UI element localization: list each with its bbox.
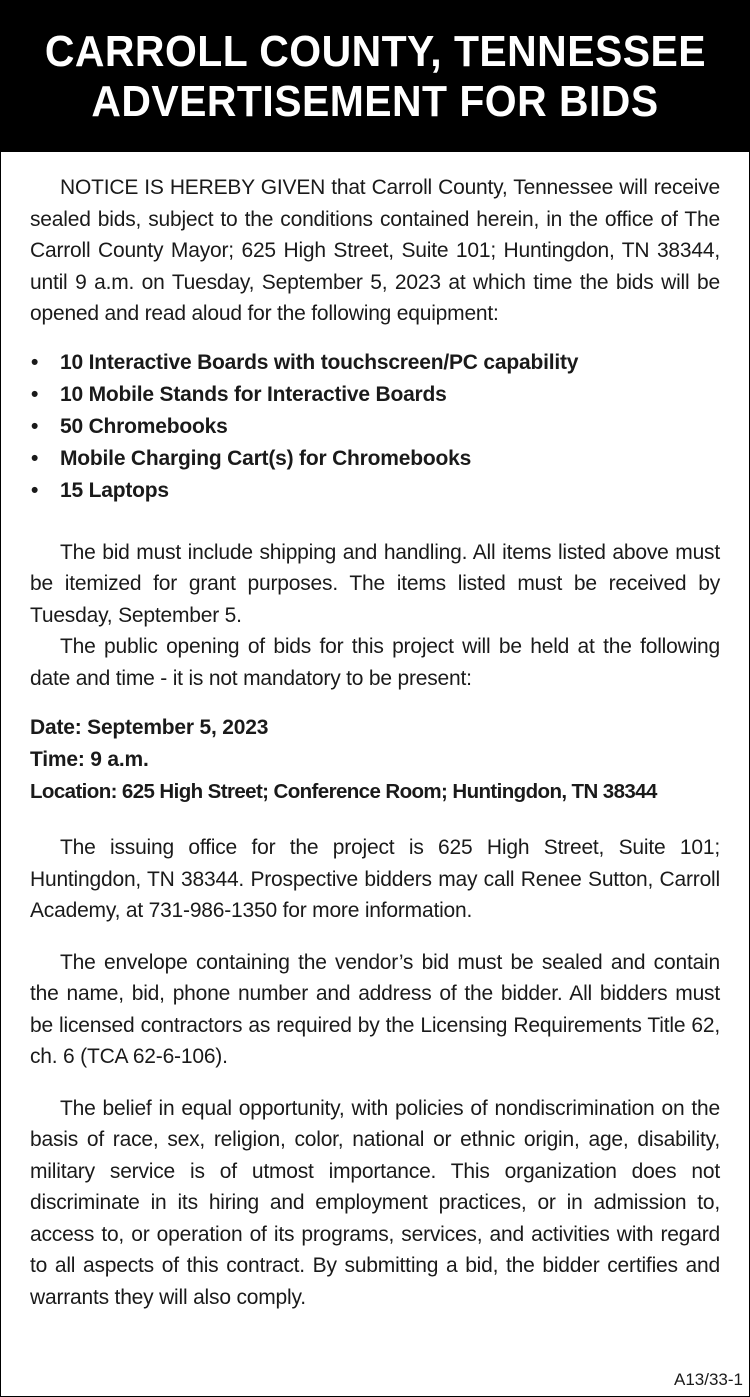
list-item-label: 50 Chromebooks (60, 414, 228, 438)
list-item-label: 10 Interactive Boards with touchscreen/PC capability (60, 350, 579, 374)
notice-body (1, 152, 749, 1313)
list-item (30, 411, 720, 443)
equality-paragraph: The belief in equal opportunity, with policies of nondiscrimination on the basis of race, sex, religion, color, national or ethnic origin, age, disability, military service is of utmost importance. This organization does not discriminate in its hiring and employment practices, or in admission to, access to, or operation of its programs, services, and activities with regard to all aspects of this contract. By submitting a bid, the bidder certifies and warrants they will also comply. (30, 1096, 720, 1309)
opening-date: Date: September 5, 2023 (30, 716, 269, 739)
issuing-paragraph: The issuing office for the project is 625 High Street, Suite 101; Huntingdon, TN 38344. Prospective bidders may call Renee Sutton, Carroll Academy, at 731-986-1350 for more information. (30, 836, 720, 922)
shipping-paragraph: The bid must include shipping and handling. All items listed above must be itemized for grant purposes. The items listed must be received by Tuesday, September 5. (30, 540, 720, 627)
opening-details (30, 712, 720, 808)
list-item-label: 15 Laptops (60, 478, 169, 502)
opening-location: Location: 625 High Street; Conference Room; Huntingdon, TN 38344 (30, 780, 657, 803)
bullet-icon: • (31, 478, 39, 502)
header-banner (1, 1, 749, 152)
envelope-paragraph: The envelope containing the vendor’s bid must be sealed and contain the name, bid, phone number and address of the bidder. All bidders must be licensed contractors as required by the Licensing Requirements Title 62, ch. 6 (TCA 62-6-106). (30, 950, 720, 1068)
list-item-label: 10 Mobile Stands for Interactive Boards (60, 382, 447, 406)
intro-paragraph: NOTICE IS HEREBY GIVEN that Carroll County, Tennessee will receive sealed bids, subject to the conditions contained herein, in the office of The Carroll County Mayor; 625 High Street, Suite 101; Huntingdon, TN 38344, until 9 a.m. on Tuesday, September 5, 2023 at which time the bids will be opened and read aloud for the following equipment: (30, 176, 720, 325)
ad-reference-code: A13/33-1 (674, 1370, 743, 1389)
header-title-line2: ADVERTISEMENT FOR BIDS (91, 76, 659, 126)
bullet-icon: • (31, 414, 39, 438)
bullet-icon: • (31, 446, 39, 470)
list-item-label: Mobile Charging Cart(s) for Chromebooks (60, 446, 472, 470)
equipment-list (30, 347, 720, 507)
list-item (30, 347, 720, 379)
list-item (30, 379, 720, 411)
opening-paragraph: The public opening of bids for this project will be held at the following date and time - it is not mandatory to be present: (30, 635, 720, 690)
bullet-icon: • (31, 350, 39, 374)
list-item (30, 475, 720, 507)
opening-time: Time: 9 a.m. (30, 748, 149, 771)
header-title-line1: CARROLL COUNTY, TENNESSEE (44, 26, 706, 76)
bullet-icon: • (31, 382, 39, 406)
list-item (30, 443, 720, 475)
